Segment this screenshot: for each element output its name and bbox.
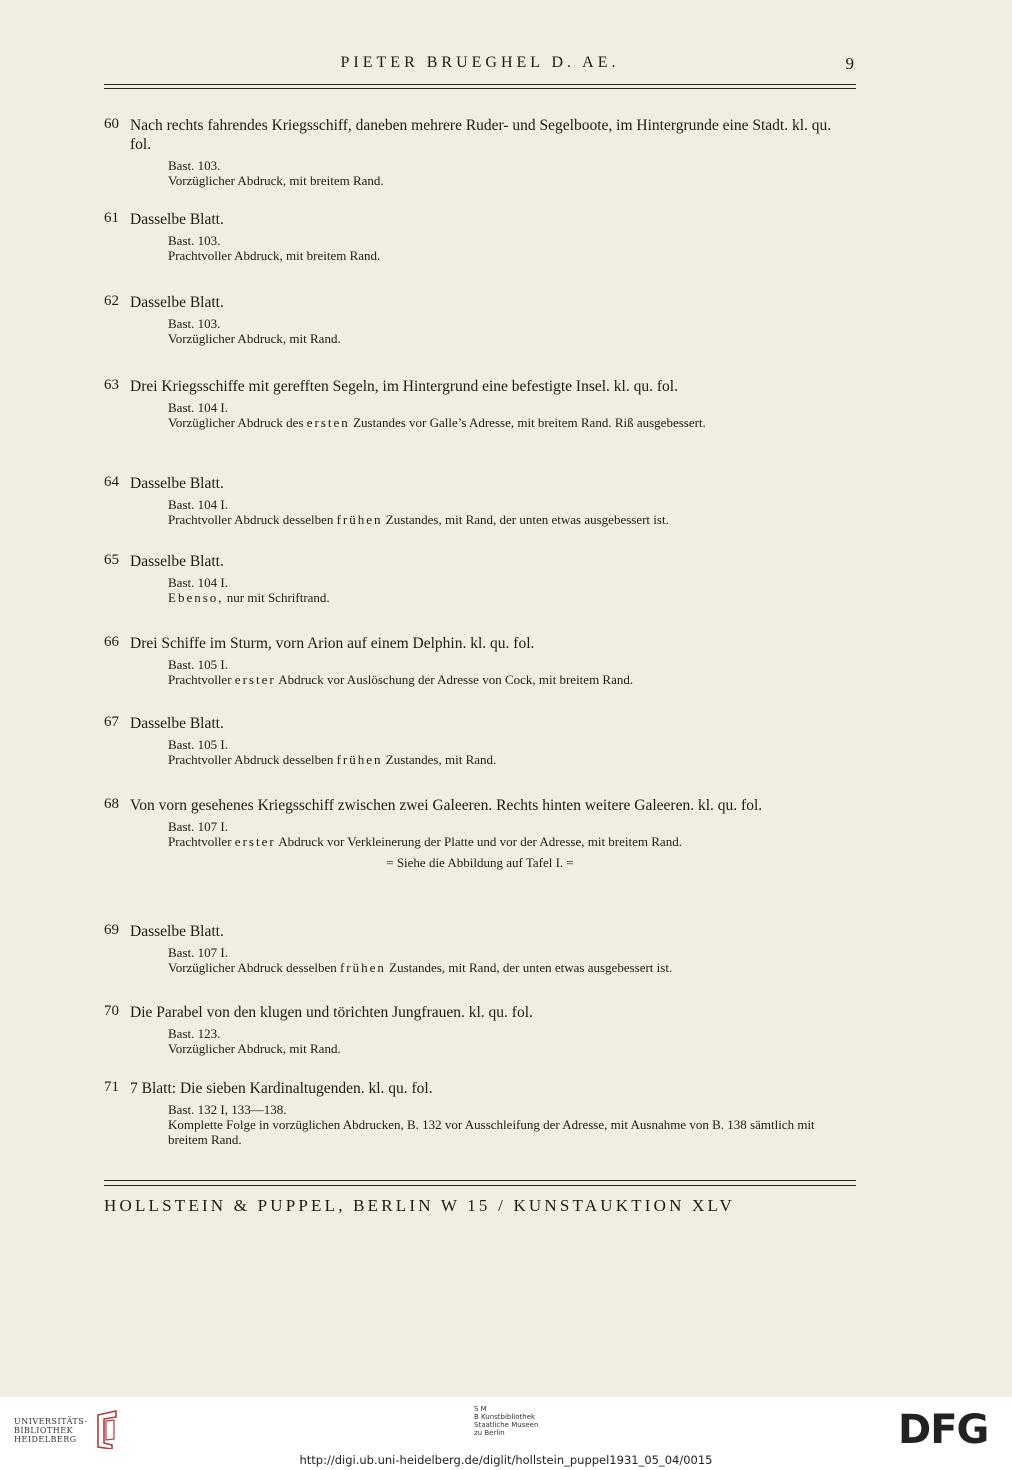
sm-library-stamp: S M B Kunstbibliothek Staatliche Museen zu Berlin [474, 1405, 539, 1437]
entry-description: Prachtvoller erster Abdruck vor Auslöschung der Adresse von Cock, mit breitem Rand. [168, 672, 634, 687]
catalog-entry-62 [104, 293, 856, 346]
entry-description: Vorzüglicher Abdruck, mit breitem Rand. [168, 173, 384, 188]
running-title: PIETER BRUEGHEL D. AE. [340, 54, 620, 71]
catalog-entry-67 [104, 714, 856, 767]
entry-description: Vorzüglicher Abdruck, mit Rand. [168, 1041, 341, 1056]
entry-description: Ebenso, nur mit Schriftrand. [168, 590, 330, 605]
entry-reference: Bast. 107 I. [168, 819, 228, 834]
library-logo-text: UNIVERSITÄTS- BIBLIOTHEK HEIDELBERG [14, 1417, 88, 1444]
entry-title: Von vorn gesehenes Kriegsschiff zwischen zwei Galeeren. Rechts hinten weitere Galeeren. kl. qu. fol. [130, 797, 763, 814]
entry-number: 63 [104, 377, 119, 393]
entry-number: 60 [104, 116, 119, 132]
entry-reference: Bast. 104 I. [168, 497, 228, 512]
footer-rule-top [104, 1180, 856, 1181]
entry-number: 61 [104, 210, 119, 226]
entry-number: 62 [104, 293, 119, 309]
entry-title: Dasselbe Blatt. [130, 923, 224, 940]
permalink-url[interactable]: http://digi.ub.uni-heidelberg.de/diglit/hollstein_puppel1931_05_04/0015 [299, 1453, 713, 1467]
entry-reference: Bast. 123. [168, 1026, 221, 1041]
entry-reference: Bast. 132 I, 133—138. [168, 1102, 287, 1117]
entry-reference: Bast. 104 I. [168, 575, 228, 590]
entry-number: 68 [104, 796, 119, 812]
entry-description: Komplette Folge in vorzüglichen Abdrucken, B. 132 vor Ausschleifung der Adresse, mit Ausnahme von B. 138 sämtlich mit breitem Rand. [168, 1117, 815, 1147]
entry-description: Prachtvoller Abdruck desselben frühen Zustandes, mit Rand, der unten etwas ausgebessert ist. [168, 512, 669, 527]
entry-reference: Bast. 103. [168, 316, 221, 331]
catalog-entry-70 [104, 1003, 856, 1056]
entry-description: Prachtvoller Abdruck, mit breitem Rand. [168, 248, 381, 263]
entry-title: Dasselbe Blatt. [130, 715, 224, 732]
header-rule-top [104, 84, 856, 85]
catalog-entry-65 [104, 552, 856, 605]
library-logo-icon [92, 1409, 122, 1453]
catalog-entry-71 [104, 1079, 856, 1147]
entry-title: Nach rechts fahrendes Kriegsschiff, daneben mehrere Ruder- und Segelboote, im Hintergrunde eine Stadt. kl. qu. fol. [130, 117, 832, 153]
entry-reference: Bast. 105 I. [168, 737, 228, 752]
entry-reference: Bast. 105 I. [168, 657, 228, 672]
auction-footer: HOLLSTEIN & PUPPEL, BERLIN W 15 / KUNSTAUKTION XLV [104, 1196, 736, 1215]
catalog-entry-69 [104, 922, 856, 975]
catalog-entry-68 [104, 796, 856, 871]
entry-reference: Bast. 104 I. [168, 400, 228, 415]
entry-number: 69 [104, 922, 119, 938]
entry-title: Drei Schiffe im Sturm, vorn Arion auf einem Delphin. kl. qu. fol. [130, 635, 535, 652]
entry-number: 70 [104, 1003, 119, 1019]
footer-rule-bottom [104, 1185, 856, 1186]
entry-title: Dasselbe Blatt. [130, 475, 224, 492]
page-header [104, 54, 856, 78]
entry-reference: Bast. 103. [168, 233, 221, 248]
entry-title: Dasselbe Blatt. [130, 294, 224, 311]
entry-number: 65 [104, 552, 119, 568]
header-rule-bottom [104, 88, 856, 89]
entry-number: 67 [104, 714, 119, 730]
entry-number: 71 [104, 1079, 119, 1095]
entry-reference: Bast. 107 I. [168, 945, 228, 960]
entry-number: 66 [104, 634, 119, 650]
entry-title: Die Parabel von den klugen und törichten Jungfrauen. kl. qu. fol. [130, 1004, 533, 1021]
catalog-entry-61 [104, 210, 856, 263]
entry-description: Vorzüglicher Abdruck desselben frühen Zustandes, mit Rand, der unten etwas ausgebessert ist. [168, 960, 673, 975]
entry-description: Vorzüglicher Abdruck, mit Rand. [168, 331, 341, 346]
catalog-entry-66 [104, 634, 856, 687]
entry-reference: Bast. 103. [168, 158, 221, 173]
page-number: 9 [845, 54, 854, 73]
catalog-entry-63 [104, 377, 856, 430]
dfg-logo: DFG [898, 1407, 989, 1453]
entry-number: 64 [104, 474, 119, 490]
plate-reference-note: = Siehe die Abbildung auf Tafel I. = [386, 855, 574, 870]
entry-title: 7 Blatt: Die sieben Kardinaltugenden. kl. qu. fol. [130, 1080, 433, 1097]
entry-description: Prachtvoller Abdruck desselben frühen Zustandes, mit Rand. [168, 752, 497, 767]
entry-title: Drei Kriegsschiffe mit gerefften Segeln, im Hintergrund eine befestigte Insel. kl. qu. fol. [130, 378, 678, 395]
catalog-entry-64 [104, 474, 856, 527]
viewer-bottom-bar [0, 1397, 1012, 1470]
catalog-entry-60 [104, 116, 856, 188]
entry-description: Vorzüglicher Abdruck des ersten Zustandes vor Galle’s Adresse, mit breitem Rand. Riß ausgebessert. [168, 415, 706, 430]
entry-title: Dasselbe Blatt. [130, 553, 224, 570]
entry-description: Prachtvoller erster Abdruck vor Verkleinerung der Platte und vor der Adresse, mit breitem Rand. [168, 834, 682, 849]
entry-title: Dasselbe Blatt. [130, 211, 224, 228]
